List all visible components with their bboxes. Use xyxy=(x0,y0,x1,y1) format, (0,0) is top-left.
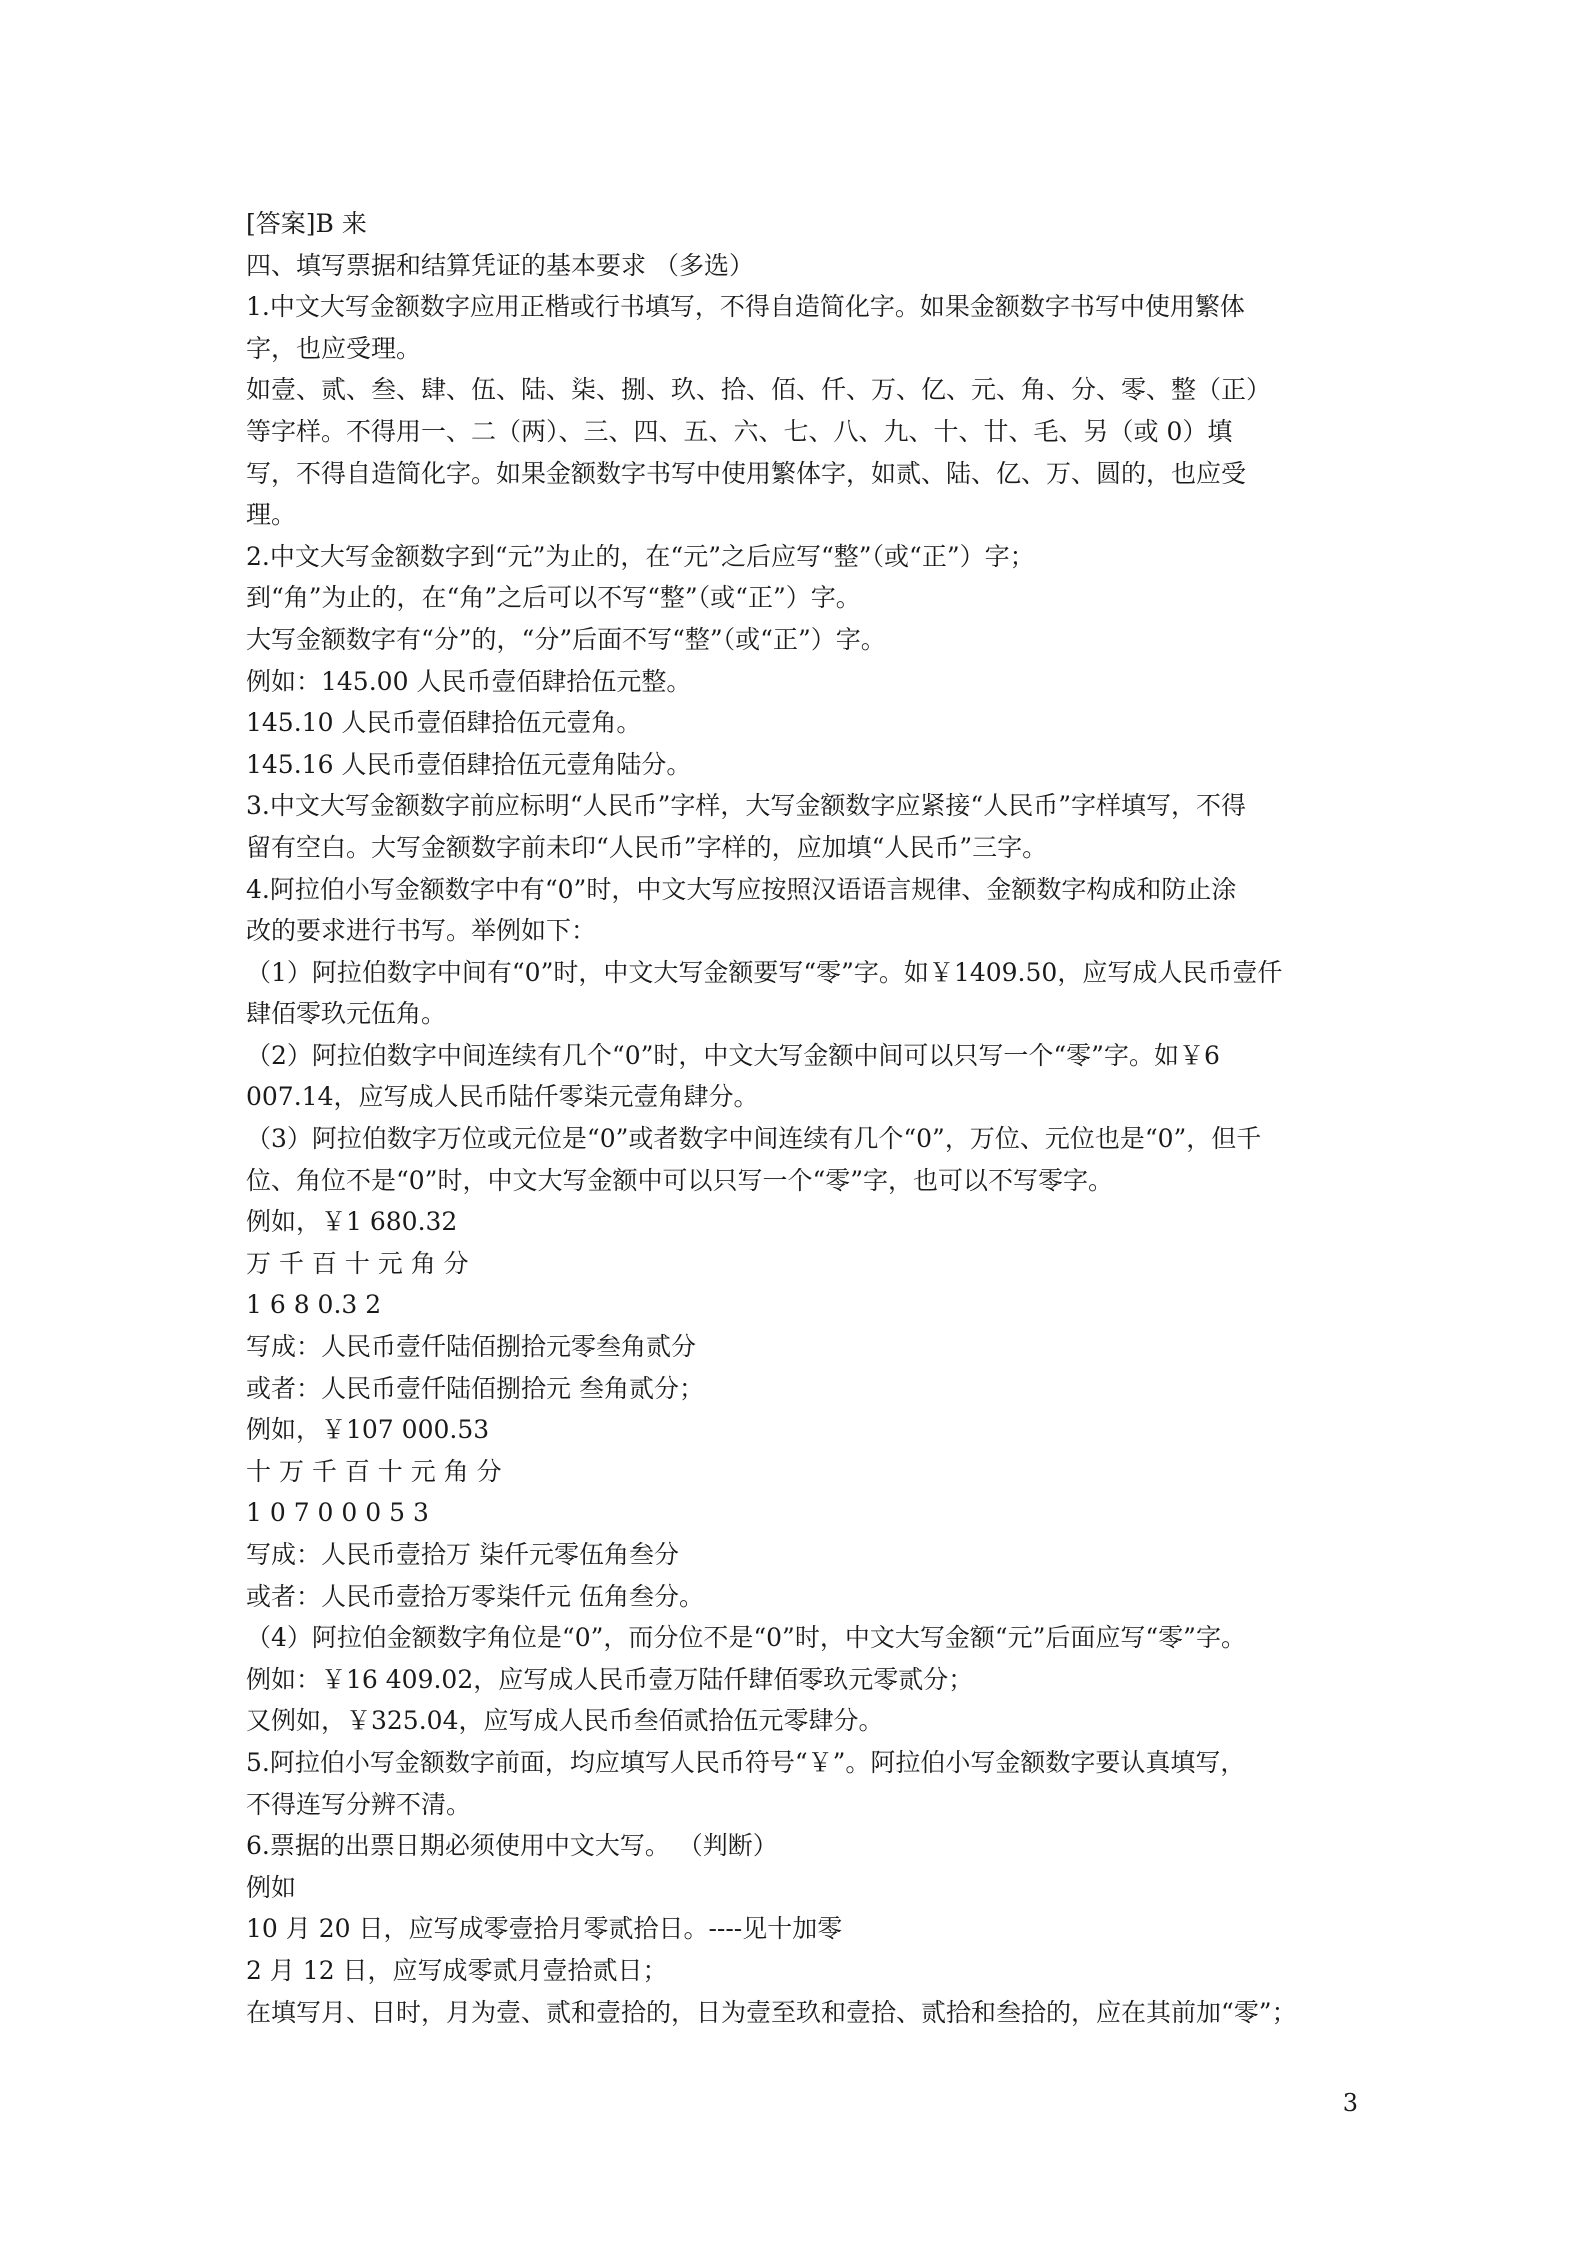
text-line: 或者：人民币壹拾万零柒仟元 伍角叁分。 xyxy=(246,1581,704,1611)
text-line: 2.中文大写金额数字到“元”为止的，在“元”之后应写“整”（或“正”）字； xyxy=(246,541,1035,571)
text-line: 十 万 千 百 十 元 角 分 xyxy=(246,1456,502,1486)
page-number: 3 xyxy=(1342,2089,1358,2117)
text-line: （4）阿拉伯金额数字角位是“0”，而分位不是“0”时，中文大写金额“元”后面应写“零”字。 xyxy=(246,1623,1246,1653)
text-line: 改的要求进行书写。举例如下： xyxy=(246,916,597,946)
text-line: 6.票据的出票日期必须使用中文大写。 （判断） xyxy=(246,1831,778,1861)
text-line: 写成：人民币壹仟陆佰捌拾元零叁角贰分 xyxy=(246,1332,697,1362)
text-line: 例如，￥107 000.53 xyxy=(246,1415,490,1445)
text-line: 例如，￥1 680.32 xyxy=(246,1207,458,1237)
text-line: 或者：人民币壹仟陆佰捌拾元 叁角贰分； xyxy=(246,1373,704,1403)
text-line: 145.10 人民币壹佰肆拾伍元壹角。 xyxy=(246,708,642,738)
text-line: 大写金额数字有“分”的，“分”后面不写“整”（或“正”）字。 xyxy=(246,624,886,654)
text-line: 例如：145.00 人民币壹佰肆拾伍元整。 xyxy=(246,666,692,696)
text-line: 到“角”为止的，在“角”之后可以不写“整”（或“正”）字。 xyxy=(246,583,861,613)
text-line: 2 月 12 日，应写成零贰月壹拾贰日； xyxy=(246,1955,668,1985)
text-line: 理。 xyxy=(246,500,297,530)
text-line: 位、角位不是“0”时，中文大写金额中可以只写一个“零”字，也可以不写零字。 xyxy=(246,1165,1114,1195)
text-line: 10 月 20 日，应写成零壹拾月零贰拾日。----见十加零 xyxy=(246,1914,843,1944)
text-line: 4.阿拉伯小写金额数字中有“0”时，中文大写应按照汉语语言规律、金额数字构成和防止涂 xyxy=(246,874,1237,904)
text-line: 1.中文大写金额数字应用正楷或行书填写，不得自造简化字。如果金额数字书写中使用繁体 xyxy=(246,292,1245,322)
text-line: 肆佰零玖元伍角。 xyxy=(246,999,447,1029)
text-line: （1）阿拉伯数字中间有“0”时，中文大写金额要写“零”字。如￥1409.50，应写成人民币壹仟 xyxy=(246,957,1283,987)
text-line: 3.中文大写金额数字前应标明“人民币”字样，大写金额数字应紧接“人民币”字样填写，不得 xyxy=(246,791,1246,821)
text-line: 字，也应受理。 xyxy=(246,333,422,363)
text-line: 留有空白。大写金额数字前未印“人民币”字样的，应加填“人民币”三字。 xyxy=(246,832,1048,862)
text-line: 写，不得自造简化字。如果金额数字书写中使用繁体字，如贰、陆、亿、万、圆的，也应受 xyxy=(246,458,1247,488)
text-line: 007.14，应写成人民币陆仟零柒元壹角肆分。 xyxy=(246,1082,759,1112)
text-line: 1 0 7 0 0 0 5 3 xyxy=(246,1498,429,1528)
text-line: 例如：￥16 409.02，应写成人民币壹万陆仟肆佰零玖元零贰分； xyxy=(246,1664,974,1694)
text-line: 写成：人民币壹拾万 柒仟元零伍角叁分 xyxy=(246,1540,679,1569)
body-text xyxy=(246,203,1358,2033)
text-line: 不得连写分辨不清。 xyxy=(246,1789,472,1819)
text-line: 5.阿拉伯小写金额数字前面，均应填写人民币符号“￥”。阿拉伯小写金额数字要认真填写， xyxy=(246,1747,1246,1777)
text-line: 四、填写票据和结算凭证的基本要求 （多选） xyxy=(246,250,754,280)
text-line: 如壹、贰、叁、肆、伍、陆、柒、捌、玖、拾、佰、仟、万、亿、元、角、分、零、整（正） xyxy=(246,375,1272,405)
text-line: （3）阿拉伯数字万位或元位是“0”或者数字中间连续有几个“0”，万位、元位也是“0”，但千 xyxy=(246,1124,1262,1154)
text-line: [答案]B 来 xyxy=(246,209,367,238)
text-line: 在填写月、日时，月为壹、贰和壹拾的，日为壹至玖和壹拾、贰拾和叁拾的，应在其前加“零”； xyxy=(246,1997,1297,2027)
text-line: （2）阿拉伯数字中间连续有几个“0”时，中文大写金额中间可以只写一个“零”字。如￥6 xyxy=(246,1040,1220,1070)
text-line: 例如 xyxy=(246,1872,297,1902)
text-line: 等字样。不得用一、二（两）、三、四、五、六、七、八、九、十、廿、毛、另（或 0）填 xyxy=(246,416,1233,446)
text-line: 1 6 8 0.3 2 xyxy=(246,1290,382,1320)
text-line: 又例如，￥325.04，应写成人民币叁佰贰拾伍元零肆分。 xyxy=(246,1706,884,1736)
text-line: 万 千 百 十 元 角 分 xyxy=(246,1248,469,1278)
text-line: 145.16 人民币壹佰肆拾伍元壹角陆分。 xyxy=(246,749,692,779)
